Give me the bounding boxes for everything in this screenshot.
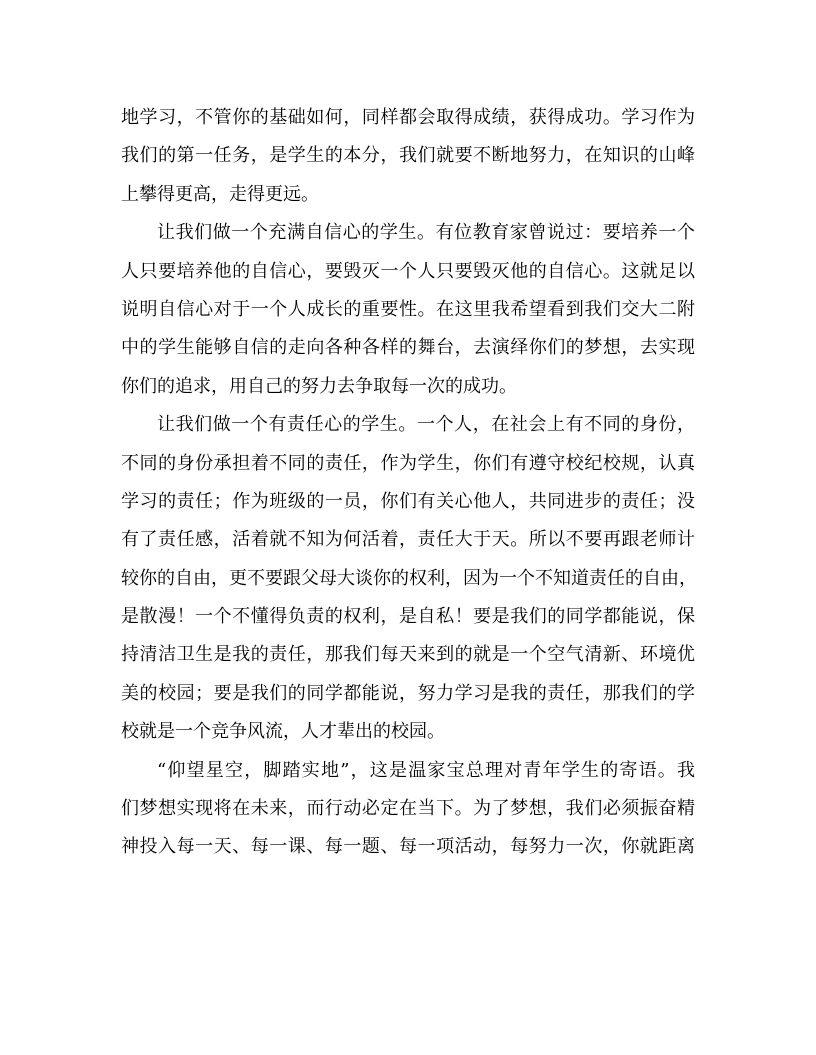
text-line: 你们的追求，用自己的努力去争取每一次的成功。	[121, 375, 517, 397]
text-line: 不同的身份承担着不同的责任，作为学生，你们有遵守校纪校规，认真	[121, 452, 695, 474]
text-line: 学习的责任；作为班级的一员，你们有关心他人，共同进步的责任；没	[121, 490, 695, 512]
text-line: 有了责任感，活着就不知为何活着，责任大于天。所以不要再跟老师计	[121, 529, 695, 551]
text-line: 较你的自由，更不要跟父母大谈你的权利，因为一个不知道责任的自由，	[121, 567, 697, 589]
text-line: 是散漫！一个不懂得负责的权利，是自私！要是我们的同学都能说，保	[121, 606, 695, 628]
paragraph-2	[121, 214, 695, 406]
text-line: 人只要培养他的自信心，要毁灭一个人只要毁灭他的自信心。这就足以	[121, 260, 695, 282]
text-line: 美的校园；要是我们的同学都能说，努力学习是我的责任，那我们的学	[121, 682, 695, 704]
text-line: 说明自信心对于一个人成长的重要性。在这里我希望看到我们交大二附	[121, 298, 695, 320]
text-line: 地学习，不管你的基础如何，同样都会取得成绩，获得成功。学习作为	[121, 107, 695, 128]
text-line: 让我们做一个有责任心的学生。一个人，在社会上有不同的身份，	[157, 414, 695, 436]
paragraph-3	[121, 406, 695, 752]
text-line: 校就是一个竞争风流，人才辈出的校园。	[121, 721, 445, 743]
paragraph-4	[121, 752, 695, 867]
text-line: 我们的第一任务，是学生的本分，我们就要不断地努力，在知识的山峰	[121, 145, 695, 167]
body-text	[121, 99, 695, 867]
text-line: 上攀得更高，走得更远。	[121, 183, 319, 205]
text-line: 持清洁卫生是我的责任，那我们每天来到的就是一个空气清新、环境优	[121, 644, 695, 666]
text-line: “仰望星空，脚踏实地”，这是温家宝总理对青年学生的寄语。我	[157, 759, 695, 781]
text-line: 神投入每一天、每一课、每一题、每一项活动，每努力一次，你就距离	[121, 836, 695, 858]
paragraph-1	[121, 99, 695, 214]
text-line: 中的学生能够自信的走向各种各样的舞台，去演绎你们的梦想，去实现	[121, 337, 695, 359]
text-line: 们梦想实现将在未来，而行动必定在当下。为了梦想，我们必须振奋精	[121, 798, 695, 820]
text-line: 让我们做一个充满自信心的学生。有位教育家曾说过：要培养一个	[157, 222, 695, 244]
